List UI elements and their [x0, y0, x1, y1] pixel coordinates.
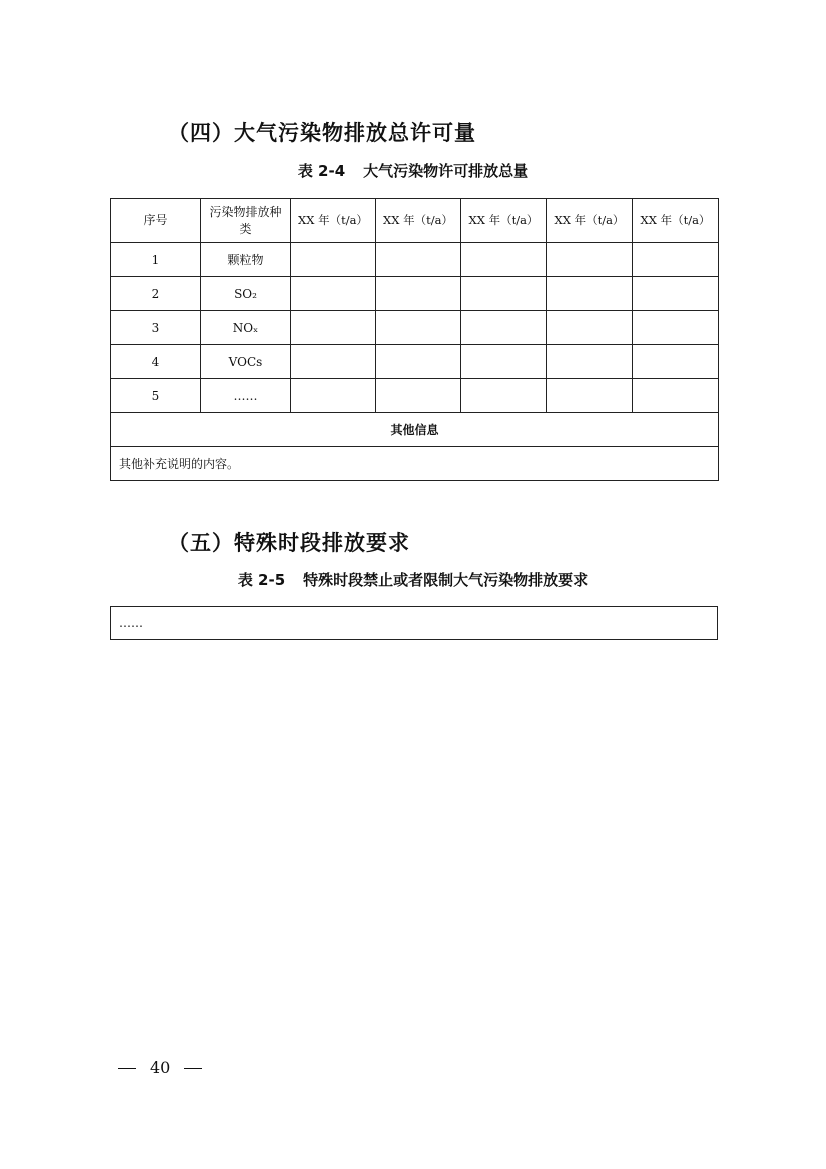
table-caption-title: 特殊时段禁止或者限制大气污染物排放要求 [303, 571, 589, 589]
row-value-cell [291, 379, 376, 413]
row-index: 3 [111, 311, 201, 345]
page-number: 40 [150, 1058, 171, 1077]
row-value-cell [547, 277, 633, 311]
row-value-cell [291, 243, 376, 277]
row-pollutant: NOₓ [201, 311, 291, 345]
other-info-label: 其他信息 [111, 413, 719, 447]
row-value-cell [633, 345, 719, 379]
row-value-cell [461, 311, 547, 345]
row-index: 1 [111, 243, 201, 277]
header-cell-pollutant-type: 污染物排放种类 [201, 199, 291, 243]
row-index: 4 [111, 345, 201, 379]
table-caption-number: 表 2-5 [237, 571, 286, 589]
row-value-cell [633, 379, 719, 413]
table-row [111, 607, 718, 640]
row-pollutant: 颗粒物 [201, 243, 291, 277]
row-value-cell [291, 345, 376, 379]
row-index: 5 [111, 379, 201, 413]
row-value-cell [376, 277, 461, 311]
row-pollutant: SO₂ [201, 277, 291, 311]
section-heading-5: （五）特殊时段排放要求 [168, 531, 410, 555]
row-index: 2 [111, 277, 201, 311]
row-value-cell [461, 345, 547, 379]
row-value-cell [376, 243, 461, 277]
row-pollutant: VOCs [201, 345, 291, 379]
header-cell-year: XX 年（t/a） [461, 199, 547, 243]
row-value-cell [547, 345, 633, 379]
table-row [111, 311, 719, 345]
table-row [111, 379, 719, 413]
table-header-row [111, 199, 719, 243]
section-heading-4: （四）大气污染物排放总许可量 [168, 121, 476, 145]
special-period-requirements-table [110, 606, 718, 640]
header-cell-year: XX 年（t/a） [633, 199, 719, 243]
page-footer [118, 1058, 202, 1077]
row-pollutant: …… [201, 379, 291, 413]
row-value-cell [633, 277, 719, 311]
row-value-cell [633, 243, 719, 277]
table-caption-title: 大气污染物许可排放总量 [363, 162, 529, 180]
row-value-cell [547, 311, 633, 345]
table-caption-2-5 [0, 569, 826, 590]
header-cell-year: XX 年（t/a） [376, 199, 461, 243]
header-cell-year: XX 年（t/a） [291, 199, 376, 243]
table-caption-2-4 [0, 160, 826, 181]
row-value-cell [461, 243, 547, 277]
other-info-header-row [111, 413, 719, 447]
table-row [111, 277, 719, 311]
row-value-cell [291, 311, 376, 345]
other-info-content-row [111, 447, 719, 481]
table-row [111, 345, 719, 379]
footer-dash-left [118, 1068, 136, 1069]
air-pollutant-total-table [110, 198, 719, 481]
row-value-cell [461, 277, 547, 311]
row-value-cell [291, 277, 376, 311]
table-row [111, 243, 719, 277]
row-value-cell [376, 311, 461, 345]
footer-dash-right [184, 1068, 202, 1069]
row-value-cell [376, 379, 461, 413]
header-cell-index: 序号 [111, 199, 201, 243]
other-info-text: 其他补充说明的内容。 [111, 447, 719, 481]
row-value-cell [547, 379, 633, 413]
row-value-cell [376, 345, 461, 379]
table-content-cell: …… [111, 607, 718, 640]
row-value-cell [461, 379, 547, 413]
row-value-cell [547, 243, 633, 277]
header-cell-year: XX 年（t/a） [547, 199, 633, 243]
table-caption-number: 表 2-4 [297, 162, 346, 180]
row-value-cell [633, 311, 719, 345]
